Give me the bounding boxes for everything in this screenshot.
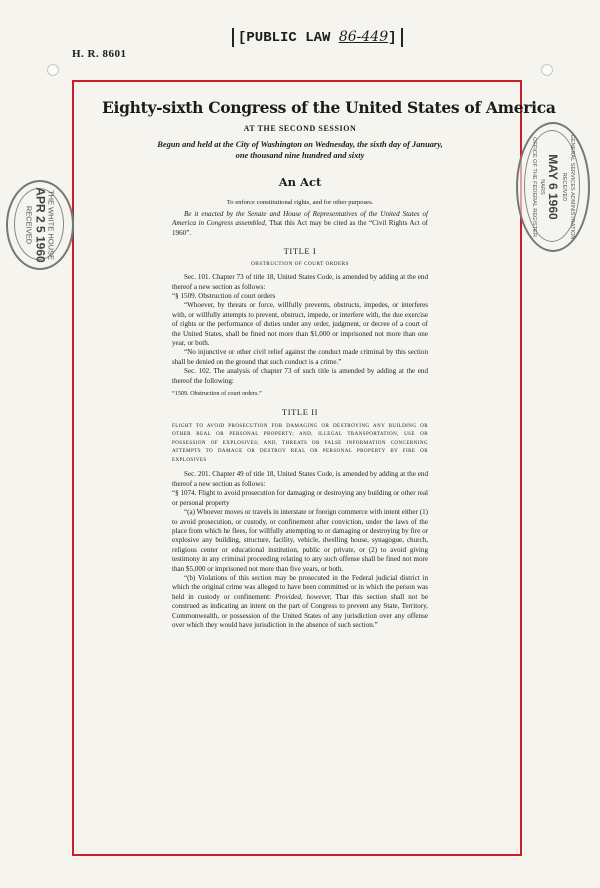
stamp-date: APR 2 5 1960 (33, 187, 48, 263)
title-2-heading: TITLE II (281, 406, 319, 417)
public-law-label: [PUBLIC LAW (238, 30, 331, 46)
section-102: Sec. 102. The analysis of chapter 73 of such title is amended by adding at the end thereof the following: (172, 367, 428, 385)
title-2-subheading: FLIGHT TO AVOID PROSECUTION FOR DAMAGING OR DESTROYING ANY BUILDING OR OTHER REAL OR PERSONAL PROPERTY; AND, ILLEGAL TRANSPORTATION, USE OR POSSESSION OF EXPLOSIVES; AND, THREATS OR FALSE INFORMATION CONCERNING ATTEMPTS TO DAMAGE OR DESTROY REAL OR PERSONAL PROPERTY BY FIRE OR EXPLOSIVES (172, 422, 428, 463)
title-1-subheading: OBSTRUCTION OF COURT ORDERS (251, 261, 349, 268)
section-1509-para-1: “Whoever, by threats or force, willfully prevents, obstructs, impedes, or interferes with, or willfully attempts to prevent, obstruct, impede, or interfere with, the due exercise of rights or the performance of duties under any order, judgment, or decree of a court of the United States, shall be fined not more than $1,000 or imprisoned not more than one year, or both. (172, 301, 428, 348)
section-1509-para-2: “No injunctive or other civil relief against the conduct made criminal by this section shall be denied on the ground that such conduct is a crime.” (172, 348, 428, 366)
white-house-received-stamp (6, 180, 74, 270)
an-act-heading: An Act (278, 175, 322, 189)
gsa-received-stamp (516, 122, 590, 252)
public-law-number: 86-449 (338, 29, 389, 45)
bill-number: H. R. 8601 (72, 48, 127, 60)
public-law-stamp (232, 28, 403, 47)
section-1074-b-italic: Provided, however, (275, 592, 332, 601)
section-1074-b (172, 574, 428, 630)
punch-hole (541, 64, 553, 76)
section-201: Sec. 201. Chapter 49 of title 18, United States Code, is amended by adding at the end thereof a new section as follows: (172, 470, 428, 488)
stamp-text: OFFICE OF THE FEDERAL REGISTER (531, 137, 537, 237)
begun-held-line (142, 139, 458, 161)
stamp-text: THE WHITE HOUSE (46, 189, 56, 261)
enacting-rest: That this Act may be cited as the “Civil Rights Act of 1960”. (172, 219, 428, 237)
punch-hole (47, 64, 59, 76)
stamp-text: RECEIVED (561, 172, 567, 202)
public-law-close: ] (388, 30, 397, 46)
section-1074-a: “(a) Whoever moves or travels in interstate or foreign commerce with intent either (1) to avoid prosecution, or custody, or confinement after conviction, under the laws of the place from which he flees, for willfully attempting to or damaging or destroying by fire or explosive any building, structure, facility, vehicle, dwelling house, synagogue, church, religious center or educational institution, public or private, or (2) to avoid giving testimony in any criminal proceeding relating to any such offense shall be fined not more than $5,000 or imprisoned not more than five years, or both. (172, 508, 428, 573)
stamp-text: NARS (539, 179, 545, 195)
section-1509-heading: “§ 1509. Obstruction of court orders (172, 292, 276, 301)
session-heading: AT THE SECOND SESSION (243, 124, 357, 133)
congress-heading: Eighty-sixth Congress of the United States of America (102, 98, 556, 117)
section-1074-b-text: “(b) Violations of this section may be prosecuted in the Federal judicial district in which the original crime was alleged to have been committed or in which the person was held in custody or confinement: (172, 573, 428, 601)
section-1074-b-rest: That this section shall not be construed as indicating an intent on the part of Congress to prevent any State, Territory, Commonwealth, or possession of the United States of any jurisdiction over any offense over which they would have jurisdiction in the absence of such section.” (172, 592, 428, 629)
stamp-date: MAY 6 1960 (546, 154, 560, 220)
stamp-text: GENERAL SERVICES ADMINISTRATION (569, 134, 575, 240)
begun-line-2: one thousand nine hundred and sixty (235, 151, 365, 160)
section-101: Sec. 101. Chapter 73 of title 18, United States Code, is amended by adding at the end thereof a new section as follows: (172, 273, 428, 291)
title-1-heading: TITLE I (283, 246, 317, 257)
enacting-clause (172, 210, 428, 238)
section-102-item: “1509. Obstruction of court orders.” (172, 390, 262, 398)
stamp-text: RECEIVED (24, 205, 34, 245)
section-1074-heading: “§ 1074. Flight to avoid prosecution for damaging or destroying any building or other real or personal property (172, 489, 428, 507)
begun-line-1: Begun and held at the City of Washington on Wednesday, the sixth day of January, (157, 140, 443, 149)
enacting-italic: Be it enacted by the Senate and House of Representatives of the United States of America in Congress assembled, (172, 210, 428, 228)
act-purpose: To enforce constitutional rights, and for other purposes. (226, 199, 374, 206)
